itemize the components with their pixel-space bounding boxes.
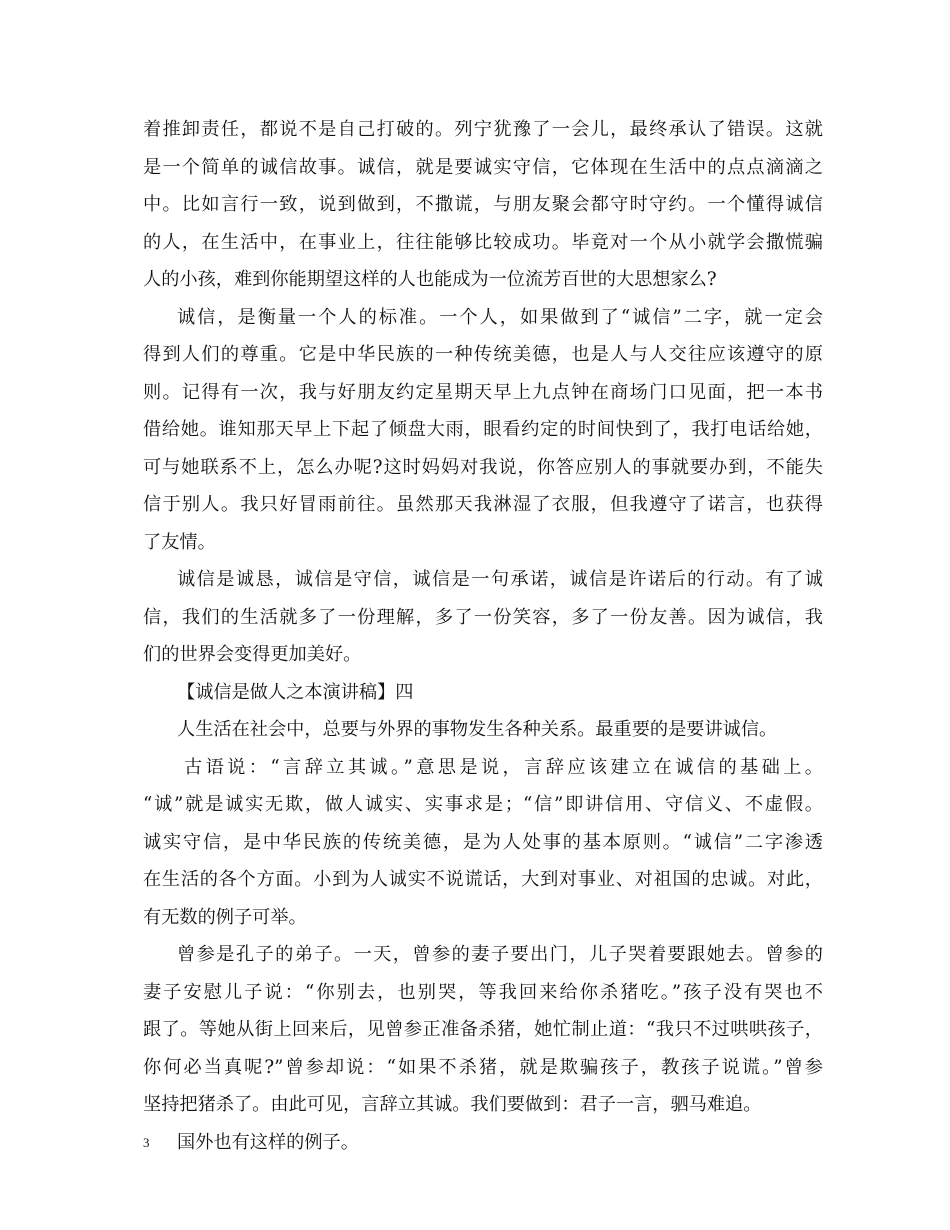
text-line: 的人，在生活中，在事业上，往往能够比较成功。毕竟对一个从小就学会撒慌骗 — [143, 231, 823, 253]
section-heading: 【诚信是做人之本演讲稿】四 — [177, 681, 414, 703]
text-line: 你何必当真呢?”曾参却说：“如果不杀猪，就是欺骗孩子，教孩子说谎。”曾参 — [143, 1056, 823, 1078]
text-line: 了友情。 — [143, 531, 216, 553]
text-line: 古语说：“言辞立其诚。”意思是说，言辞应该建立在诚信的基础上。 — [184, 756, 823, 778]
text-line: 人生活在社会中，总要与外界的事物发生各种关系。最重要的是要讲诚信。 — [177, 719, 778, 740]
text-line: 借给她。谁知那天早上下起了倾盘大雨，眼看约定的时间快到了，我打电话给她， — [143, 419, 823, 440]
text-line: 信于别人。我只好冒雨前往。虽然那天我淋湿了衣服，但我遵守了诺言，也获得 — [143, 494, 823, 515]
text-line: 信，我们的生活就多了一份理解，多了一份笑容，多了一份友善。因为诚信，我 — [143, 606, 823, 628]
text-line: 诚实守信，是中华民族的传统美德，是为人处事的基本原则。“诚信”二字渗透 — [143, 831, 823, 853]
text-line: 诚信是诚恳，诚信是守信，诚信是一句承诺，诚信是许诺后的行动。有了诚 — [177, 569, 823, 590]
text-line: 是一个简单的诚信故事。诚信，就是要诚实守信，它体现在生活中的点点滴滴之 — [143, 156, 823, 178]
page-number: 3 — [143, 1135, 150, 1150]
text-line: 国外也有这样的例子。 — [177, 1131, 359, 1153]
text-line: 诚信，是衡量一个人的标准。一个人，如果做到了“诚信”二字，就一定会 — [177, 306, 823, 328]
text-line: 们的世界会变得更加美好。 — [143, 644, 362, 665]
text-line: 得到人们的尊重。它是中华民族的一种传统美德，也是人与人交往应该遵守的原 — [143, 344, 823, 365]
text-line: 在生活的各个方面。小到为人诚实不说谎话，大到对事业、对祖国的忠诚。对此， — [143, 869, 823, 890]
text-line: 曾参是孔子的弟子。一天，曾参的妻子要出门，儿子哭着要跟她去。曾参的 — [177, 944, 823, 965]
text-line: 可与她联系不上，怎么办呢?这时妈妈对我说，你答应别人的事就要办到，不能失 — [143, 456, 823, 478]
text-line: “诚”就是诚实无欺，做人诚实、实事求是；“信”即讲信用、守信义、不虚假。 — [143, 794, 823, 815]
text-line: 妻子安慰儿子说：“你别去，也别哭，等我回来给你杀猪吃。”孩子没有哭也不 — [143, 981, 823, 1003]
text-line: 则。记得有一次，我与好朋友约定星期天早上九点钟在商场门口见面，把一本书 — [143, 381, 823, 403]
text-line: 坚持把猪杀了。由此可见，言辞立其诚。我们要做到：君子一言，驷马难追。 — [143, 1094, 762, 1115]
text-line: 着推卸责任，都说不是自己打破的。列宁犹豫了一会儿，最终承认了错误。这就 — [143, 119, 823, 140]
text-line: 有无数的例子可举。 — [143, 906, 307, 928]
text-line: 中。比如言行一致，说到做到，不撒谎，与朋友聚会都守时守约。一个懂得诚信 — [143, 194, 823, 215]
text-line: 跟了。等她从街上回来后，见曾参正准备杀猪，她忙制止道：“我只不过哄哄孩子， — [143, 1019, 823, 1040]
text-line: 人的小孩，难到你能期望这样的人也能成为一位流芳百世的大思想家么? — [143, 269, 717, 290]
document-body — [143, 111, 823, 1161]
